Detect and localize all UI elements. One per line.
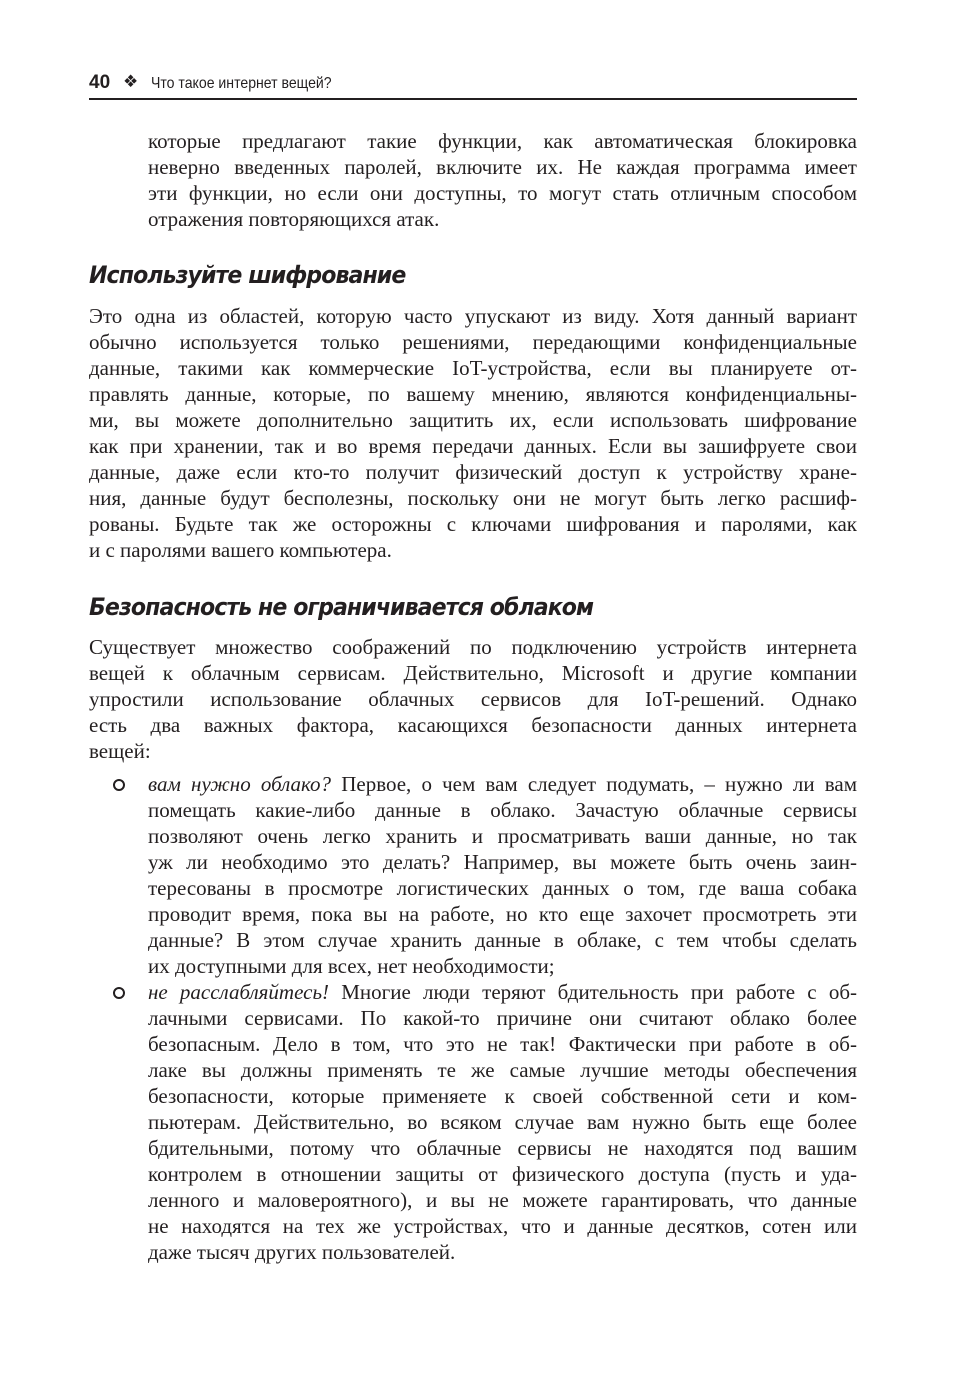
text-line: рованы. Будьте так же осторожны с ключами шифрования и паролями, как xyxy=(89,512,857,536)
text-line: позволяют очень легко хранить и просматривать ваши данные, но так xyxy=(148,824,857,848)
bullet-item xyxy=(89,979,857,1265)
text-line: проводит время, пока вы на работе, но кто еще захочет просмотреть эти xyxy=(148,902,857,926)
text-line: есть два важных фактора, касающихся безопасности данных интернета xyxy=(89,713,857,737)
text-line: ми, вы можете дополнительно защитить их, если использовать шифрование xyxy=(89,408,857,432)
text-line: эти функции, но если они доступны, то могут стать отличным способом xyxy=(148,181,857,205)
section-cloud xyxy=(89,590,857,624)
intro-paragraph xyxy=(89,128,857,232)
bullet-circle-icon xyxy=(113,987,125,999)
text-line: ленного и маловероятного), и вы не можете гарантировать, что данные xyxy=(148,1188,857,1212)
text-line xyxy=(89,979,857,1005)
page-number: 40 xyxy=(89,72,111,93)
text-line xyxy=(89,771,857,797)
text-line: упростили использование облачных сервисов для IoT-решений. Однако xyxy=(89,687,857,711)
section-heading: Безопасность не ограничивается облаком xyxy=(89,593,594,621)
bullet-text: Первое, о чем вам следует подумать, – нужно ли вам xyxy=(331,772,857,796)
text-line: данные? В этом случае хранить данные в облаке, с тем чтобы сделать xyxy=(148,928,857,952)
text-line: лаке вы должны применять те же самые лучшие методы обеспечения xyxy=(148,1058,857,1082)
text-line: неверно введенных паролей, включите их. Не каждая программа имеет xyxy=(148,155,857,179)
text-line: данные, даже если кто-то получит физический доступ к устройству хране- xyxy=(89,460,857,484)
ornament-icon: ❖ xyxy=(123,72,139,91)
text-line: правлять данные, которые, по вашему мнению, являются конфиденциальны- xyxy=(89,382,857,406)
text-line: вещей: xyxy=(89,739,151,763)
section-heading: Используйте шифрование xyxy=(89,261,406,289)
text-line: отражения повторяющихся атак. xyxy=(148,207,440,231)
text-line: как при хранении, так и во время передачи данных. Если вы зашифруете свои xyxy=(89,434,857,458)
text-line: безопасным. Дело в том, что это не так! Фактически при работе в об- xyxy=(148,1032,857,1056)
text-line: даже тысяч других пользователей. xyxy=(148,1240,456,1264)
bullet-lead: вам нужно облако? xyxy=(148,772,332,796)
section-encryption-paragraph xyxy=(89,303,857,563)
text-line: Существует множество соображений по подключению устройств интернета xyxy=(89,635,857,659)
section-cloud-paragraph xyxy=(89,634,857,764)
bullet-text: Многие люди теряют бдительность при работе с об- xyxy=(329,980,857,1004)
text-line: безопасности, которые применяете к своей собственной сети и ком- xyxy=(148,1084,857,1108)
text-line: тересованы в просмотре логистических данных о том, где ваша собака xyxy=(148,876,857,900)
text-line: бдительными, потому что облачные сервисы не находятся под вашим xyxy=(148,1136,857,1160)
running-title: Что такое интернет вещей? xyxy=(151,75,332,92)
text-line: вещей к облачным сервисам. Действительно, Microsoft и другие компании xyxy=(89,661,857,685)
text-line: обычно используется только решениями, передающими конфиденциальные xyxy=(89,330,857,354)
text-line: Это одна из областей, которую часто упускают из виду. Хотя данный вариант xyxy=(89,304,857,328)
running-header xyxy=(89,68,857,100)
text-line: уж ли необходимо это делать? Например, вы можете быть очень заин- xyxy=(148,850,857,874)
section-encryption xyxy=(89,258,857,292)
text-line: их доступными для всех, нет необходимости; xyxy=(148,954,555,978)
text-line: помещать какие-либо данные в облако. Зачастую облачные сервисы xyxy=(148,798,857,822)
text-line: ния, данные будут бесполезны, поскольку они не могут быть легко расшиф- xyxy=(89,486,857,510)
text-line: не находятся на тех же устройствах, что и данные десятков, сотен или xyxy=(148,1214,857,1238)
bullet-item xyxy=(89,771,857,979)
text-line: лачными сервисами. По какой-то причине они считают облако более xyxy=(148,1006,857,1030)
bullet-lead: не расслабляйтесь! xyxy=(148,980,330,1004)
text-line: которые предлагают такие функции, как автоматическая блокировка xyxy=(148,129,857,153)
text-line: данные, такими как коммерческие IoT-устройства, если вы планируете от- xyxy=(89,356,857,380)
text-line: и с паролями вашего компьютера. xyxy=(89,538,392,562)
text-line: пьютерам. Действительно, во всяком случае вам нужно быть еще более xyxy=(148,1110,857,1134)
text-line: контролем в отношении защиты от физического доступа (пусть и уда- xyxy=(148,1162,857,1186)
bullet-circle-icon xyxy=(113,779,125,791)
